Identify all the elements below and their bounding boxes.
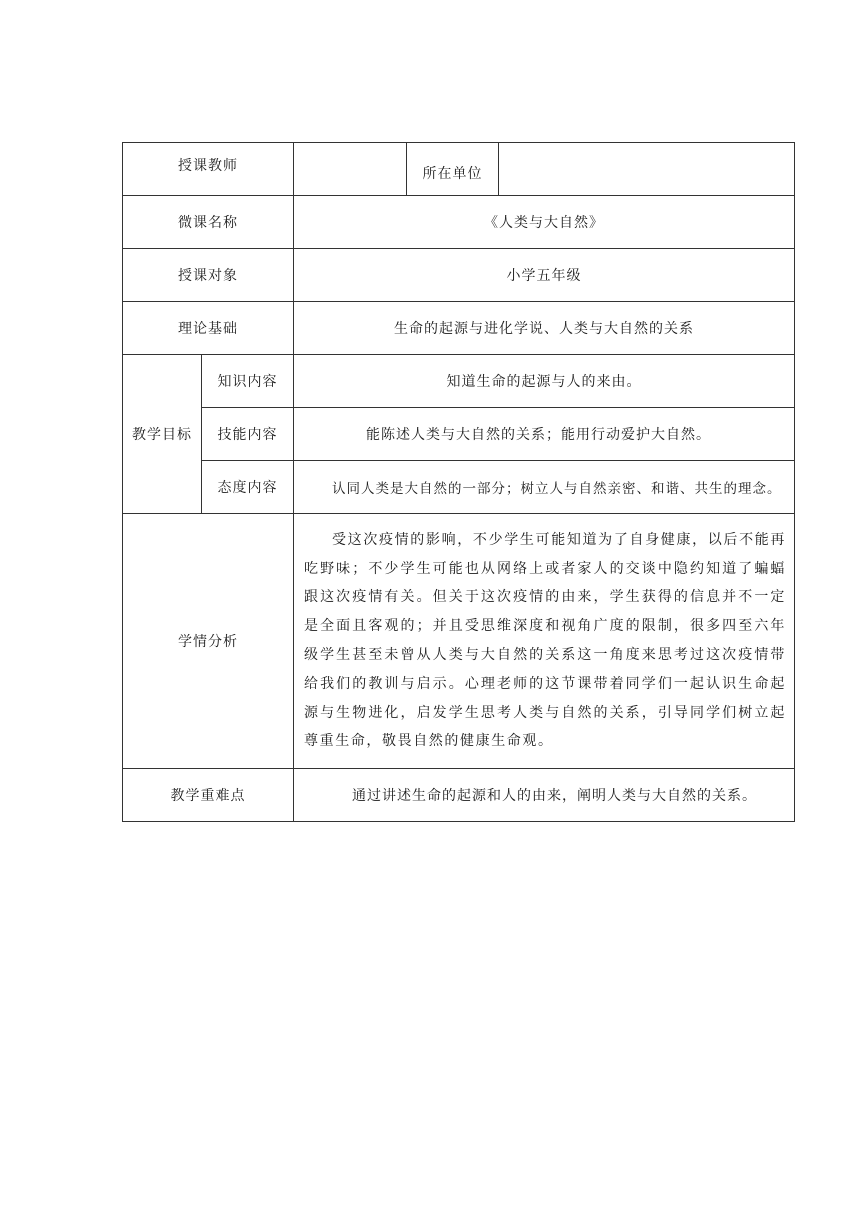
analysis-value: 受这次疫情的影响，不少学生可能知道为了自身健康，以后不能再吃野味；不少学生可能也从网络上或者家人的交谈中隐约知道了蝙蝠跟这次疫情有关。但关于这次疫情的由来，学生获得的信息并不一定是全面且客观的；并且受思维深度和视角广度的限制，很多四至六年级学生甚至未曾从人类与大自然的关系这一角度来思考过这次疫情带给我们的教训与启示。心理老师的这节课带着同学们一起认识生命起源与生物进化，启发学生思考人类与自然的关系，引导同学们树立起尊重生命，敬畏自然的健康生命观。 — [294, 514, 795, 769]
key-points-value: 通过讲述生命的起源和人的由来，阐明人类与大自然的关系。 — [294, 769, 795, 822]
unit-value — [499, 143, 795, 196]
goal-attitude-label: 态度内容 — [202, 461, 294, 514]
lesson-plan-table — [122, 142, 795, 822]
row-key-points — [123, 769, 795, 822]
teacher-label: 授课教师 — [123, 143, 294, 196]
goal-attitude-value: 认同人类是大自然的一部分；树立人与自然亲密、和谐、共生的理念。 — [294, 461, 795, 514]
goals-label: 教学目标 — [123, 355, 202, 514]
goal-knowledge-label: 知识内容 — [202, 355, 294, 408]
row-audience — [123, 249, 795, 302]
course-name-label: 微课名称 — [123, 196, 294, 249]
teacher-value — [294, 143, 407, 196]
row-analysis — [123, 514, 795, 769]
row-teacher — [123, 143, 795, 196]
row-theory — [123, 302, 795, 355]
goal-skill-label: 技能内容 — [202, 408, 294, 461]
key-points-label: 教学重难点 — [123, 769, 294, 822]
row-goal-attitude — [123, 461, 795, 514]
audience-label: 授课对象 — [123, 249, 294, 302]
theory-value: 生命的起源与进化学说、人类与大自然的关系 — [294, 302, 795, 355]
row-course-name — [123, 196, 795, 249]
unit-label: 所在单位 — [407, 143, 499, 196]
goal-skill-value: 能陈述人类与大自然的关系；能用行动爱护大自然。 — [294, 408, 795, 461]
analysis-label: 学情分析 — [123, 514, 294, 769]
course-name-value: 《人类与大自然》 — [294, 196, 795, 249]
row-goal-skill — [123, 408, 795, 461]
audience-value: 小学五年级 — [294, 249, 795, 302]
goal-knowledge-value: 知道生命的起源与人的来由。 — [294, 355, 795, 408]
theory-label: 理论基础 — [123, 302, 294, 355]
row-goal-knowledge — [123, 355, 795, 408]
